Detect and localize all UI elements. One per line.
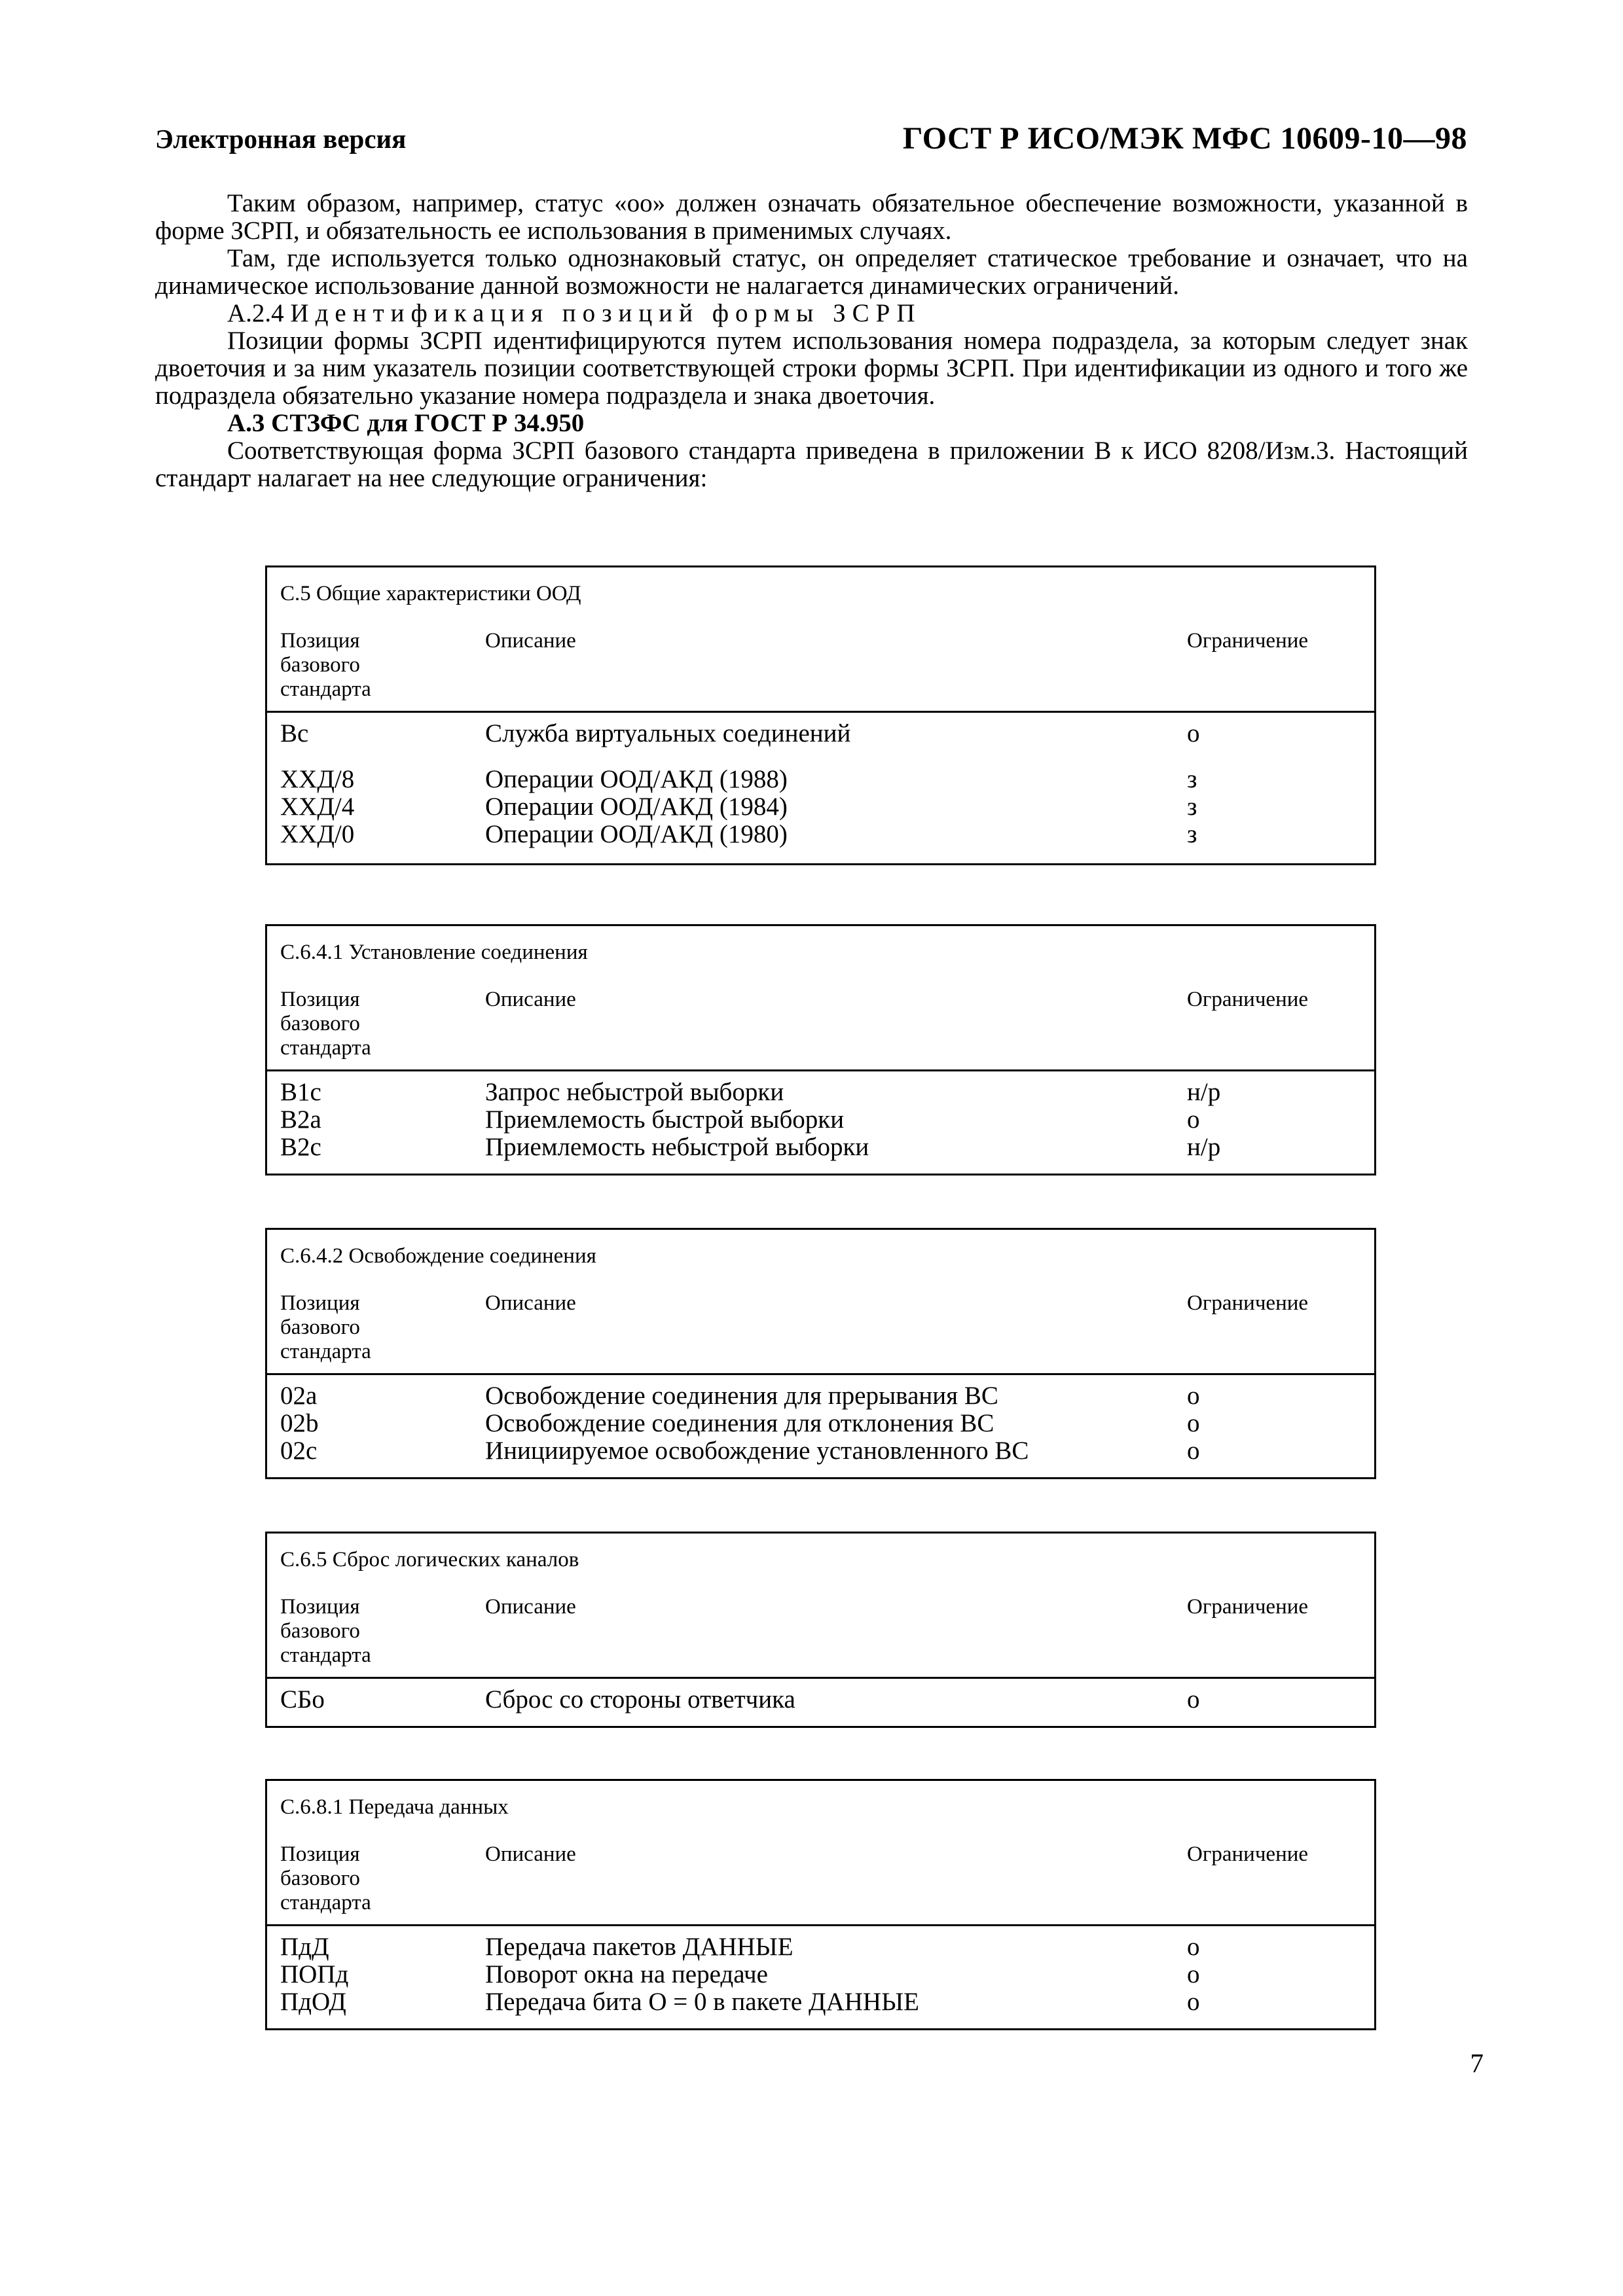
column-header-position: Позиция базового стандарта	[280, 629, 371, 701]
restriction-table	[265, 1779, 1376, 2030]
restriction-cell: о	[1187, 1685, 1200, 1713]
header-divider	[267, 1069, 1374, 1071]
position-cell: В1с	[280, 1078, 321, 1106]
restriction-cell: о	[1187, 719, 1200, 747]
table-row	[267, 1437, 1374, 1465]
position-cell: ХХД/4	[280, 793, 355, 821]
table-row	[267, 1686, 1374, 1713]
column-header-position: Позиция базового стандарта	[280, 1842, 371, 1914]
restriction-cell: о	[1187, 1382, 1200, 1410]
page-number: 7	[1470, 2048, 1484, 2078]
column-header-description: Описание	[485, 988, 576, 1011]
position-cell: ПдД	[280, 1933, 329, 1961]
column-header-description: Описание	[485, 1842, 576, 1866]
restriction-table	[265, 1532, 1376, 1728]
position-cell: 02с	[280, 1437, 318, 1465]
column-header-restriction: Ограничение	[1187, 1842, 1309, 1866]
column-header-description: Описание	[485, 629, 576, 653]
position-cell: ХХД/0	[280, 820, 355, 848]
restriction-cell: о	[1187, 1988, 1200, 2016]
restriction-table	[265, 565, 1376, 865]
paragraph: Там, где используется только однознаковый статус, он определяет статическое требование и означает, что на динамическое использование данной возможности не налагается динамических ограничений.	[155, 244, 1468, 300]
table-row	[267, 1961, 1374, 1988]
description-cell: Операции ООД/АКД (1984)	[485, 793, 788, 821]
table-title: С.6.4.2 Освобождение соединения	[280, 1244, 596, 1268]
table-body	[267, 720, 1374, 848]
table-row	[267, 793, 1374, 821]
subsection-heading	[155, 300, 1468, 327]
subsection-title: Идентификация позиций формы ЗСРП	[290, 299, 922, 327]
table-row	[267, 1382, 1374, 1410]
header-divider	[267, 1373, 1374, 1375]
table-row	[267, 1988, 1374, 2016]
restriction-cell: н/р	[1187, 1078, 1221, 1106]
description-cell: Передача пакетов ДАННЫЕ	[485, 1933, 793, 1961]
table-body	[267, 1382, 1374, 1465]
header-divider	[267, 1677, 1374, 1679]
description-cell: Передача бита О = 0 в пакете ДАННЫЕ	[485, 1988, 919, 2016]
description-cell: Служба виртуальных соединений	[485, 719, 851, 747]
position-cell: В2а	[280, 1105, 321, 1134]
subsection-number: А.2.4	[227, 299, 284, 327]
position-cell: 02а	[280, 1382, 318, 1410]
standard-number: ГОСТ Р ИСО/МЭК МФС 10609-10—98	[902, 121, 1467, 156]
table-row	[267, 720, 1374, 747]
row-gap	[267, 747, 1374, 766]
table-row	[267, 766, 1374, 793]
column-header-description: Описание	[485, 1595, 576, 1619]
position-cell: 02b	[280, 1409, 319, 1437]
position-cell: ХХД/8	[280, 765, 355, 793]
restriction-cell: о	[1187, 1409, 1200, 1437]
table-title: С.6.4.1 Установление соединения	[280, 941, 588, 964]
column-header-restriction: Ограничение	[1187, 988, 1309, 1011]
edition-label: Электронная версия	[155, 124, 407, 154]
table-title: С.6.8.1 Передача данных	[280, 1795, 509, 1819]
column-header-position: Позиция базового стандарта	[280, 1595, 371, 1667]
description-cell: Приемлемость небыстрой выборки	[485, 1133, 869, 1161]
table-row	[267, 1933, 1374, 1961]
body-text	[155, 190, 1468, 492]
description-cell: Операции ООД/АКД (1980)	[485, 820, 788, 848]
description-cell: Освобождение соединения для отклонения ВС	[485, 1409, 994, 1437]
position-cell: СБо	[280, 1685, 325, 1713]
table-body	[267, 1686, 1374, 1713]
table-row	[267, 1079, 1374, 1106]
column-header-description: Описание	[485, 1291, 576, 1315]
description-cell: Освобождение соединения для прерывания ВС	[485, 1382, 998, 1410]
restriction-cell: з	[1187, 820, 1197, 848]
table-title: С.5 Общие характеристики ООД	[280, 582, 581, 605]
paragraph: Соответствующая форма ЗСРП базового стандарта приведена в приложении В к ИСО 8208/Изм.3. Настоящий стандарт налагает на нее следующие ограничения:	[155, 437, 1468, 492]
table-title: С.6.5 Сброс логических каналов	[280, 1548, 579, 1571]
header-divider	[267, 711, 1374, 713]
section-heading: А.3 СТЗФС для ГОСТ Р 34.950	[227, 409, 585, 437]
restriction-table	[265, 1228, 1376, 1479]
description-cell: Приемлемость быстрой выборки	[485, 1105, 845, 1134]
restriction-cell: о	[1187, 1960, 1200, 1988]
header-divider	[267, 1924, 1374, 1926]
table-row	[267, 821, 1374, 848]
column-header-position: Позиция базового стандарта	[280, 1291, 371, 1363]
restriction-cell: н/р	[1187, 1133, 1221, 1161]
position-cell: ПдОД	[280, 1988, 346, 2016]
column-header-position: Позиция базового стандарта	[280, 988, 371, 1060]
restriction-table	[265, 924, 1376, 1175]
position-cell: Вс	[280, 719, 309, 747]
table-body	[267, 1933, 1374, 2016]
paragraph: Позиции формы ЗСРП идентифицируются путем использования номера подраздела, за которым следует знак двоеточия и за ним указатель позиции соответствующей строки формы ЗСРП. При идентификации из одного и того же подраздела обязательно указание номера подраздела и знака двоеточия.	[155, 327, 1468, 410]
restriction-cell: о	[1187, 1933, 1200, 1961]
column-header-restriction: Ограничение	[1187, 1291, 1309, 1315]
position-cell: ПОПд	[280, 1960, 349, 1988]
paragraph: Таким образом, например, статус «оо» должен означать обязательное обеспечение возможности, указанной в форме ЗСРП, и обязательность ее использования в применимых случаях.	[155, 189, 1468, 245]
restriction-cell: з	[1187, 765, 1197, 793]
position-cell: В2с	[280, 1133, 321, 1161]
restriction-cell: о	[1187, 1437, 1200, 1465]
restriction-cell: з	[1187, 793, 1197, 821]
restriction-cell: о	[1187, 1105, 1200, 1134]
table-row	[267, 1106, 1374, 1134]
column-header-restriction: Ограничение	[1187, 1595, 1309, 1619]
description-cell: Запрос небыстрой выборки	[485, 1078, 784, 1106]
description-cell: Операции ООД/АКД (1988)	[485, 765, 788, 793]
column-header-restriction: Ограничение	[1187, 629, 1309, 653]
table-row	[267, 1134, 1374, 1161]
table-row	[267, 1410, 1374, 1437]
description-cell: Сброс со стороны ответчика	[485, 1685, 795, 1713]
table-body	[267, 1079, 1374, 1161]
description-cell: Инициируемое освобождение установленного ВС	[485, 1437, 1029, 1465]
description-cell: Поворот окна на передаче	[485, 1960, 768, 1988]
